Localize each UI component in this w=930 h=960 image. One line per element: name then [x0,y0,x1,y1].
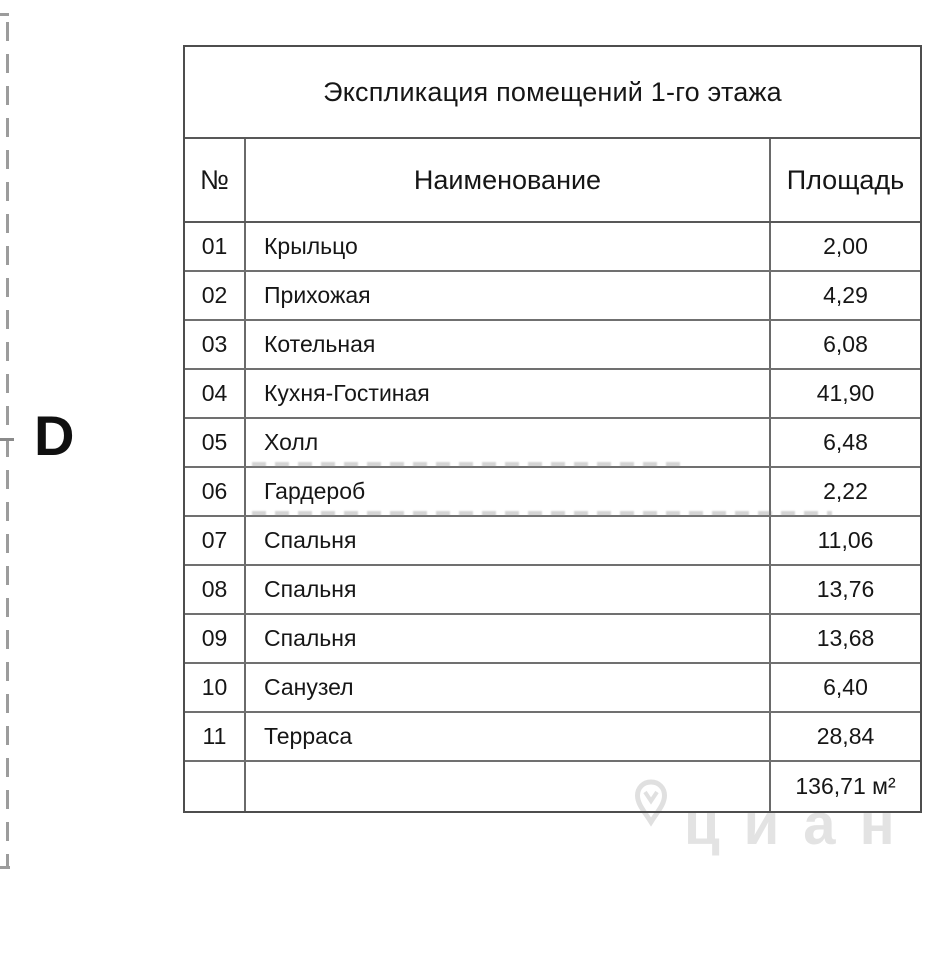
total-num-cell [185,762,246,811]
room-name-cell: Котельная [246,321,771,368]
table-row [185,321,920,370]
room-area-cell: 13,68 [816,625,875,651]
room-area-cell: 6,08 [823,331,868,357]
room-area-cell: 6,48 [823,429,868,455]
row-number-cell: 09 [185,615,246,662]
table-row [185,615,920,664]
room-name-cell: Спальня [246,517,771,564]
room-area-cell: 11,06 [817,527,874,553]
room-name-cell: Спальня [246,615,771,662]
column-header-num: № [185,139,246,221]
room-name-cell: Крыльцо [246,223,771,270]
room-area-cell: 6,40 [823,674,868,700]
row-number-cell: 10 [185,664,246,711]
row-number-cell: 11 [185,713,246,760]
table-row [185,223,920,272]
row-number-cell: 06 [185,468,246,515]
column-header-name: Наименование [246,139,771,221]
table-row [185,517,920,566]
boundary-tick-top [0,13,9,16]
room-name-cell: Гардероб [246,468,771,515]
table-row [185,419,920,468]
table-row [185,370,920,419]
column-header-area: Площадь [786,164,905,195]
row-number-cell: 08 [185,566,246,613]
room-area-cell: 28,84 [816,723,875,749]
room-name-cell: Терраса [246,713,771,760]
table-total-row [185,762,920,811]
row-number-cell: 04 [185,370,246,417]
axis-label-d: D [34,404,75,467]
room-name-cell: Прихожая [246,272,771,319]
room-name-cell: Холл [246,419,771,466]
table-header-row [185,139,920,223]
boundary-dashed-line [6,22,9,869]
table-title: Экспликация помещений 1-го этажа [185,47,920,139]
room-area-cell: 13,76 [816,576,875,602]
row-number-cell: 02 [185,272,246,319]
room-area-cell: 4,29 [823,282,868,308]
table-body [185,223,920,762]
row-number-cell: 07 [185,517,246,564]
room-name-cell: Санузел [246,664,771,711]
watermark-text: циан [684,792,919,857]
row-number-cell: 05 [185,419,246,466]
total-area-value: 136,71 м² [795,773,896,799]
table-row [185,566,920,615]
table-row [185,468,920,517]
room-area-cell: 2,22 [823,478,868,504]
room-name-cell: Спальня [246,566,771,613]
axis-tick [0,438,14,441]
row-number-cell: 01 [185,223,246,270]
boundary-tick-bottom [0,866,10,869]
total-name-cell [246,762,771,811]
row-number-cell: 03 [185,321,246,368]
explication-table [183,45,922,813]
room-area-cell: 41,90 [816,380,875,406]
scan-smudge [252,462,682,467]
table-row [185,272,920,321]
room-name-cell: Кухня-Гостиная [246,370,771,417]
table-row [185,664,920,713]
scan-smudge [252,511,832,516]
table-row [185,713,920,762]
room-area-cell: 2,00 [823,233,868,259]
